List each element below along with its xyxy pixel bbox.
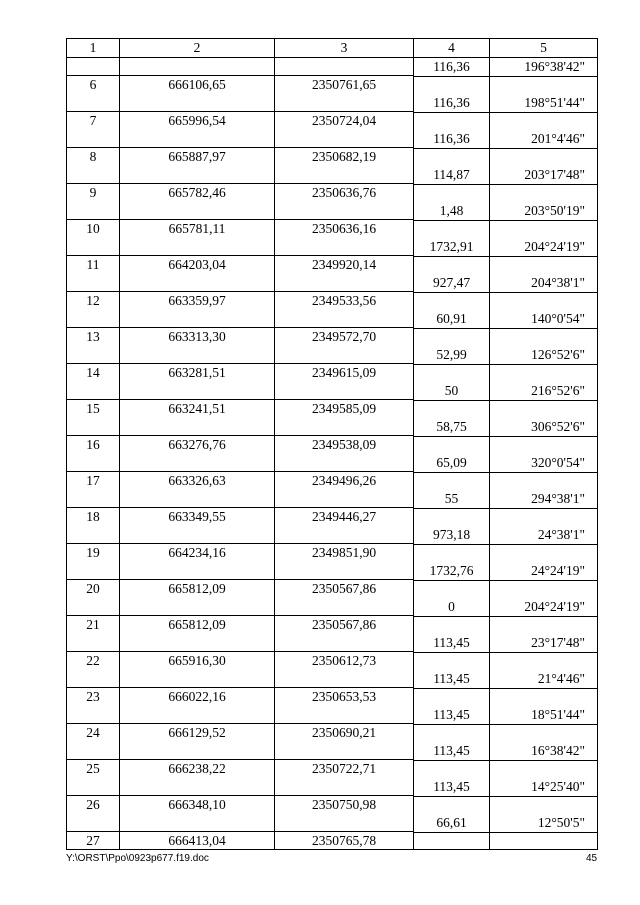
segment-row xyxy=(67,634,598,652)
table-cell: 663349,55 xyxy=(120,508,275,526)
table-cell: 116,36 xyxy=(414,94,490,112)
empty-cell xyxy=(120,58,275,76)
empty-cell xyxy=(490,796,598,814)
empty-cell xyxy=(67,382,120,400)
segment-row xyxy=(67,814,598,832)
table-cell: 2350765,78 xyxy=(275,832,414,850)
table-cell: 663241,51 xyxy=(120,400,275,418)
empty-cell xyxy=(490,832,598,850)
empty-cell xyxy=(275,346,414,364)
empty-cell xyxy=(414,400,490,418)
empty-cell xyxy=(490,580,598,598)
point-row xyxy=(67,832,598,850)
empty-cell xyxy=(490,688,598,706)
empty-cell xyxy=(120,310,275,328)
empty-cell xyxy=(120,274,275,292)
empty-cell xyxy=(414,508,490,526)
table-cell: 2349496,26 xyxy=(275,472,414,490)
empty-cell xyxy=(490,616,598,634)
table-cell: 16 xyxy=(67,436,120,454)
table-cell: 65,09 xyxy=(414,454,490,472)
empty-cell xyxy=(120,382,275,400)
table-cell: 113,45 xyxy=(414,742,490,760)
empty-cell xyxy=(67,202,120,220)
table-cell: 2350724,04 xyxy=(275,112,414,130)
empty-cell xyxy=(490,184,598,202)
empty-cell xyxy=(275,742,414,760)
table-cell: 1732,76 xyxy=(414,562,490,580)
empty-cell xyxy=(120,454,275,472)
footer-page-number: 45 xyxy=(586,853,598,864)
point-row xyxy=(67,616,598,634)
table-cell: 666022,16 xyxy=(120,688,275,706)
table-cell: 50 xyxy=(414,382,490,400)
table-cell: 22 xyxy=(67,652,120,670)
table-cell: 665812,09 xyxy=(120,616,275,634)
table-cell: 306°52'6" xyxy=(490,418,598,436)
empty-cell xyxy=(120,598,275,616)
empty-cell xyxy=(275,670,414,688)
point-row xyxy=(67,580,598,598)
point-row xyxy=(67,364,598,382)
header-cell: 2 xyxy=(120,39,275,57)
table-cell: 196°38'42" xyxy=(490,58,598,76)
empty-cell xyxy=(120,562,275,580)
table-cell: 23 xyxy=(67,688,120,706)
point-row xyxy=(67,148,598,166)
point-row xyxy=(67,760,598,778)
table-cell: 204°24'19" xyxy=(490,238,598,256)
segment-row xyxy=(67,490,598,508)
empty-cell xyxy=(490,652,598,670)
empty-cell xyxy=(120,490,275,508)
point-row xyxy=(67,724,598,742)
empty-cell xyxy=(67,58,120,76)
empty-cell xyxy=(414,220,490,238)
table-cell: 320°0'54" xyxy=(490,454,598,472)
empty-cell xyxy=(67,706,120,724)
table-cell: 216°52'6" xyxy=(490,382,598,400)
empty-cell xyxy=(414,436,490,454)
table-cell: 113,45 xyxy=(414,634,490,652)
empty-cell xyxy=(275,202,414,220)
empty-cell xyxy=(67,274,120,292)
table-cell: 116,36 xyxy=(414,130,490,148)
empty-cell xyxy=(490,328,598,346)
empty-cell xyxy=(67,166,120,184)
table-cell: 23°17'48" xyxy=(490,634,598,652)
empty-cell xyxy=(67,598,120,616)
table-cell: 2350653,53 xyxy=(275,688,414,706)
point-row xyxy=(67,76,598,94)
empty-cell xyxy=(490,148,598,166)
empty-cell xyxy=(275,238,414,256)
table-cell: 6 xyxy=(67,76,120,94)
empty-cell xyxy=(67,94,120,112)
empty-cell xyxy=(67,310,120,328)
table-cell: 114,87 xyxy=(414,166,490,184)
empty-cell xyxy=(120,814,275,832)
point-row xyxy=(67,652,598,670)
table-cell: 663359,97 xyxy=(120,292,275,310)
table-cell: 201°4'46" xyxy=(490,130,598,148)
empty-cell xyxy=(120,238,275,256)
table-cell: 8 xyxy=(67,148,120,166)
table-cell: 21 xyxy=(67,616,120,634)
point-row xyxy=(67,688,598,706)
empty-cell xyxy=(414,292,490,310)
empty-cell xyxy=(275,166,414,184)
empty-cell xyxy=(67,130,120,148)
table-cell: 2350636,76 xyxy=(275,184,414,202)
table-cell: 663326,63 xyxy=(120,472,275,490)
empty-cell xyxy=(414,256,490,274)
empty-cell xyxy=(67,346,120,364)
table-cell: 666106,65 xyxy=(120,76,275,94)
table-cell: 665916,30 xyxy=(120,652,275,670)
table-cell: 2350761,65 xyxy=(275,76,414,94)
table-cell: 666129,52 xyxy=(120,724,275,742)
empty-cell xyxy=(67,634,120,652)
table-cell: 12 xyxy=(67,292,120,310)
table-cell: 21°4'46" xyxy=(490,670,598,688)
table-cell: 113,45 xyxy=(414,670,490,688)
header-row xyxy=(67,39,598,58)
table-cell: 664234,16 xyxy=(120,544,275,562)
empty-cell xyxy=(414,76,490,94)
table-cell: 663281,51 xyxy=(120,364,275,382)
segment-row xyxy=(67,418,598,436)
empty-cell xyxy=(120,418,275,436)
empty-cell xyxy=(490,724,598,742)
empty-cell xyxy=(490,256,598,274)
table-cell: 55 xyxy=(414,490,490,508)
empty-cell xyxy=(275,706,414,724)
segment-row xyxy=(67,238,598,256)
empty-cell xyxy=(275,274,414,292)
point-row xyxy=(67,292,598,310)
table-body xyxy=(67,58,598,850)
table-cell: 10 xyxy=(67,220,120,238)
table-cell: 2350682,19 xyxy=(275,148,414,166)
table-cell: 665781,11 xyxy=(120,220,275,238)
empty-cell xyxy=(275,526,414,544)
empty-cell xyxy=(414,544,490,562)
empty-cell xyxy=(414,364,490,382)
empty-cell xyxy=(490,364,598,382)
table-cell: 2349585,09 xyxy=(275,400,414,418)
empty-cell xyxy=(275,778,414,796)
empty-cell xyxy=(414,184,490,202)
segment-row xyxy=(67,166,598,184)
table-cell: 24°24'19" xyxy=(490,562,598,580)
table-cell: 2349446,27 xyxy=(275,508,414,526)
table-cell: 113,45 xyxy=(414,778,490,796)
header-cell: 5 xyxy=(490,39,598,57)
empty-cell xyxy=(490,112,598,130)
table-cell: 18 xyxy=(67,508,120,526)
empty-cell xyxy=(120,130,275,148)
empty-cell xyxy=(120,166,275,184)
empty-cell xyxy=(414,652,490,670)
empty-cell xyxy=(414,580,490,598)
empty-cell xyxy=(67,454,120,472)
empty-cell xyxy=(120,742,275,760)
table-cell: 294°38'1" xyxy=(490,490,598,508)
table-cell: 664203,04 xyxy=(120,256,275,274)
point-row xyxy=(67,436,598,454)
empty-cell xyxy=(67,562,120,580)
table-cell: 15 xyxy=(67,400,120,418)
table-cell: 13 xyxy=(67,328,120,346)
table-cell: 14°25'40" xyxy=(490,778,598,796)
empty-cell xyxy=(120,346,275,364)
point-row xyxy=(67,472,598,490)
table-cell: 2350636,16 xyxy=(275,220,414,238)
empty-cell xyxy=(67,238,120,256)
empty-cell xyxy=(490,508,598,526)
table-cell: 2349572,70 xyxy=(275,328,414,346)
empty-cell xyxy=(120,634,275,652)
table-cell: 666348,10 xyxy=(120,796,275,814)
table-cell: 665782,46 xyxy=(120,184,275,202)
empty-cell xyxy=(120,706,275,724)
empty-cell xyxy=(275,310,414,328)
empty-cell xyxy=(275,418,414,436)
point-row xyxy=(67,796,598,814)
segment-row xyxy=(67,706,598,724)
segment-row xyxy=(67,778,598,796)
point-row xyxy=(67,112,598,130)
segment-row xyxy=(67,598,598,616)
table-cell: 204°38'1" xyxy=(490,274,598,292)
table-cell: 2349538,09 xyxy=(275,436,414,454)
table-cell: 58,75 xyxy=(414,418,490,436)
table-cell: 11 xyxy=(67,256,120,274)
table-cell: 7 xyxy=(67,112,120,130)
table-cell: 2349851,90 xyxy=(275,544,414,562)
table-cell: 18°51'44" xyxy=(490,706,598,724)
empty-cell xyxy=(275,490,414,508)
table-cell: 2350567,86 xyxy=(275,616,414,634)
table-cell: 663313,30 xyxy=(120,328,275,346)
empty-cell xyxy=(490,292,598,310)
table-cell: 973,18 xyxy=(414,526,490,544)
point-row xyxy=(67,544,598,562)
empty-cell xyxy=(414,472,490,490)
table-cell: 2349615,09 xyxy=(275,364,414,382)
table-cell: 2350750,98 xyxy=(275,796,414,814)
empty-cell xyxy=(67,490,120,508)
point-row xyxy=(67,220,598,238)
segment-row xyxy=(67,742,598,760)
table-cell: 9 xyxy=(67,184,120,202)
point-row xyxy=(67,184,598,202)
table-cell: 16°38'42" xyxy=(490,742,598,760)
empty-cell xyxy=(275,814,414,832)
segment-row xyxy=(67,130,598,148)
empty-cell xyxy=(490,472,598,490)
table-cell: 113,45 xyxy=(414,706,490,724)
empty-cell xyxy=(414,760,490,778)
empty-cell xyxy=(120,778,275,796)
segment-row xyxy=(67,202,598,220)
empty-cell xyxy=(275,58,414,76)
empty-cell xyxy=(120,202,275,220)
header-cell: 4 xyxy=(414,39,490,57)
table-cell: 203°50'19" xyxy=(490,202,598,220)
table-cell: 26 xyxy=(67,796,120,814)
empty-cell xyxy=(490,76,598,94)
table-cell: 60,91 xyxy=(414,310,490,328)
empty-cell xyxy=(67,418,120,436)
empty-cell xyxy=(414,328,490,346)
empty-cell xyxy=(120,94,275,112)
table-cell: 25 xyxy=(67,760,120,778)
table-cell: 19 xyxy=(67,544,120,562)
empty-cell xyxy=(490,220,598,238)
segment-row xyxy=(67,526,598,544)
header-cell: 1 xyxy=(67,39,120,57)
table-cell: 12°50'5" xyxy=(490,814,598,832)
empty-cell xyxy=(275,598,414,616)
table-cell: 665996,54 xyxy=(120,112,275,130)
table-cell: 204°24'19" xyxy=(490,598,598,616)
footer-file-path: Y:\ORST\Ppo\0923p677.f19.doc xyxy=(66,853,209,864)
header-cell: 3 xyxy=(275,39,414,57)
table-cell: 927,47 xyxy=(414,274,490,292)
table-cell: 665887,97 xyxy=(120,148,275,166)
empty-cell xyxy=(275,382,414,400)
table-cell: 1,48 xyxy=(414,202,490,220)
empty-cell xyxy=(67,526,120,544)
segment-row xyxy=(67,454,598,472)
segment-row xyxy=(67,274,598,292)
segment-row xyxy=(67,382,598,400)
table-cell: 2350722,71 xyxy=(275,760,414,778)
empty-cell xyxy=(490,436,598,454)
point-row xyxy=(67,508,598,526)
point-row xyxy=(67,256,598,274)
table-cell: 52,99 xyxy=(414,346,490,364)
empty-cell xyxy=(275,562,414,580)
empty-cell xyxy=(414,112,490,130)
table-cell: 203°17'48" xyxy=(490,166,598,184)
empty-cell xyxy=(67,778,120,796)
table-cell: 126°52'6" xyxy=(490,346,598,364)
table-cell: 116,36 xyxy=(414,58,490,76)
table-cell: 24 xyxy=(67,724,120,742)
segment-row xyxy=(67,670,598,688)
segment-row xyxy=(67,310,598,328)
empty-cell xyxy=(414,796,490,814)
empty-cell xyxy=(275,454,414,472)
table-cell: 2350612,73 xyxy=(275,652,414,670)
table-cell: 0 xyxy=(414,598,490,616)
table-cell: 2349533,56 xyxy=(275,292,414,310)
table-cell: 666238,22 xyxy=(120,760,275,778)
empty-cell xyxy=(67,742,120,760)
table-cell: 198°51'44" xyxy=(490,94,598,112)
table-cell: 27 xyxy=(67,832,120,850)
empty-cell xyxy=(67,814,120,832)
segment-row xyxy=(67,94,598,112)
empty-cell xyxy=(414,832,490,850)
empty-cell xyxy=(275,634,414,652)
coordinates-table xyxy=(66,38,598,850)
point-row xyxy=(67,328,598,346)
table-cell: 663276,76 xyxy=(120,436,275,454)
empty-cell xyxy=(414,148,490,166)
table-cell: 665812,09 xyxy=(120,580,275,598)
table-cell: 24°38'1" xyxy=(490,526,598,544)
table-cell: 17 xyxy=(67,472,120,490)
empty-cell xyxy=(275,130,414,148)
empty-cell xyxy=(414,616,490,634)
empty-cell xyxy=(120,670,275,688)
table-cell: 2350690,21 xyxy=(275,724,414,742)
table-cell: 14 xyxy=(67,364,120,382)
table-cell: 666413,04 xyxy=(120,832,275,850)
table-cell: 2350567,86 xyxy=(275,580,414,598)
segment-row xyxy=(67,58,598,76)
table-cell: 140°0'54" xyxy=(490,310,598,328)
empty-cell xyxy=(490,400,598,418)
empty-cell xyxy=(490,760,598,778)
empty-cell xyxy=(67,670,120,688)
empty-cell xyxy=(414,688,490,706)
table-cell: 20 xyxy=(67,580,120,598)
point-row xyxy=(67,400,598,418)
empty-cell xyxy=(275,94,414,112)
segment-row xyxy=(67,562,598,580)
segment-row xyxy=(67,346,598,364)
table-cell: 1732,91 xyxy=(414,238,490,256)
empty-cell xyxy=(414,724,490,742)
table-cell: 66,61 xyxy=(414,814,490,832)
table-cell: 2349920,14 xyxy=(275,256,414,274)
empty-cell xyxy=(120,526,275,544)
empty-cell xyxy=(490,544,598,562)
